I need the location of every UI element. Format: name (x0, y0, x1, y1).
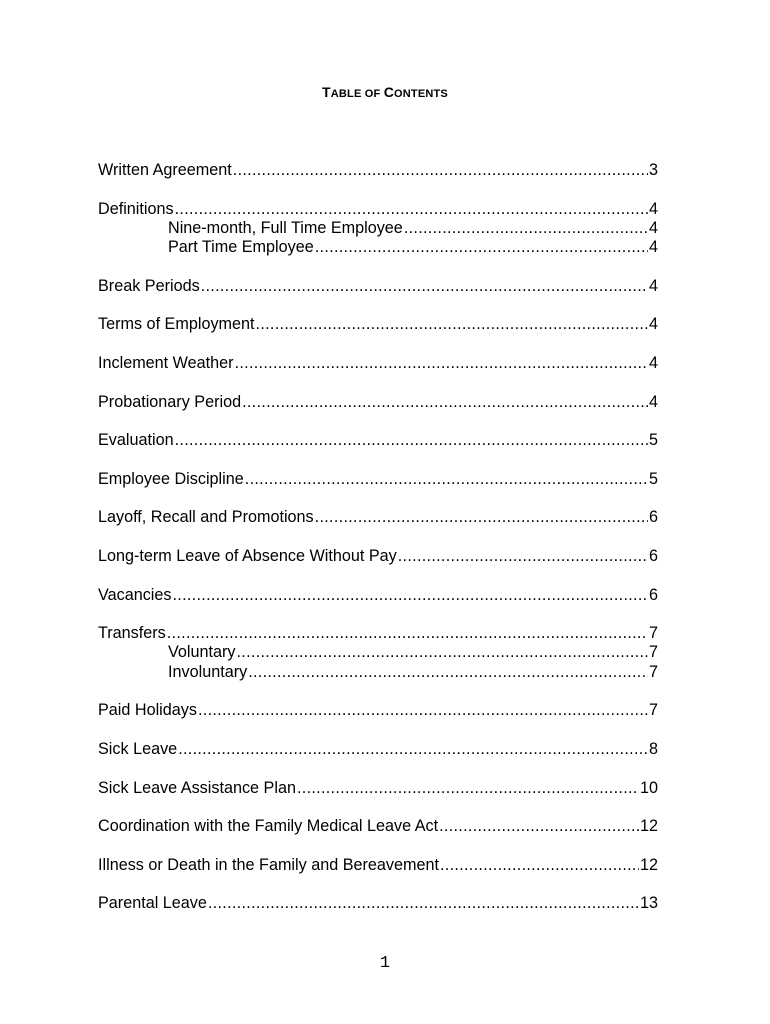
toc-entry: Layoff, Recall and Promotions ..... 6 (98, 508, 658, 527)
toc-entry: Transfers ..... 7 (98, 624, 658, 643)
toc-subentry: Part Time Employee ..... 4 (98, 238, 658, 257)
page-number: 1 (379, 954, 391, 973)
toc-entry: Definitions ..... 4 (98, 200, 658, 219)
toc-entry: Paid Holidays ..... 7 (98, 701, 658, 720)
toc-entry: Inclement Weather ..... 4 (98, 354, 658, 373)
toc-subentry: Voluntary ..... 7 (98, 643, 658, 662)
toc-entry: Evaluation ..... 5 (98, 431, 658, 450)
title-rest-1: ABLE OF (330, 88, 384, 100)
toc-entry: Terms of Employment ..... 4 (98, 315, 658, 334)
toc-entry: Break Periods ..... 4 (98, 277, 658, 296)
toc-entry: Coordination with the Family Medical Leave Act ..... 12 (98, 817, 658, 836)
toc-entry: Sick Leave ..... 8 (98, 740, 658, 759)
toc-title (0, 84, 770, 100)
toc-entry: Illness or Death in the Family and Bereavement ..... 12 (98, 856, 658, 875)
toc-entry: Written Agreement ..... 3 (98, 161, 658, 180)
toc-entry: Parental Leave ..... 13 (98, 894, 658, 913)
title-rest-2: ONTENTS (394, 88, 448, 100)
toc-entry: Sick Leave Assistance Plan ..... 10 (98, 779, 658, 798)
toc-subentry: Involuntary ..... 7 (98, 663, 658, 682)
toc-subentry: Nine-month, Full Time Employee ..... 4 (98, 219, 658, 238)
toc-entry: Employee Discipline ..... 5 (98, 470, 658, 489)
toc-entry: Probationary Period ..... 4 (98, 393, 658, 412)
title-initial-t: T (322, 84, 331, 100)
toc-list (98, 161, 658, 914)
toc-entry: Long-term Leave of Absence Without Pay ..... 6 (98, 547, 658, 566)
toc-entry: Vacancies ..... 6 (98, 586, 658, 605)
title-initial-c: C (383, 84, 395, 100)
